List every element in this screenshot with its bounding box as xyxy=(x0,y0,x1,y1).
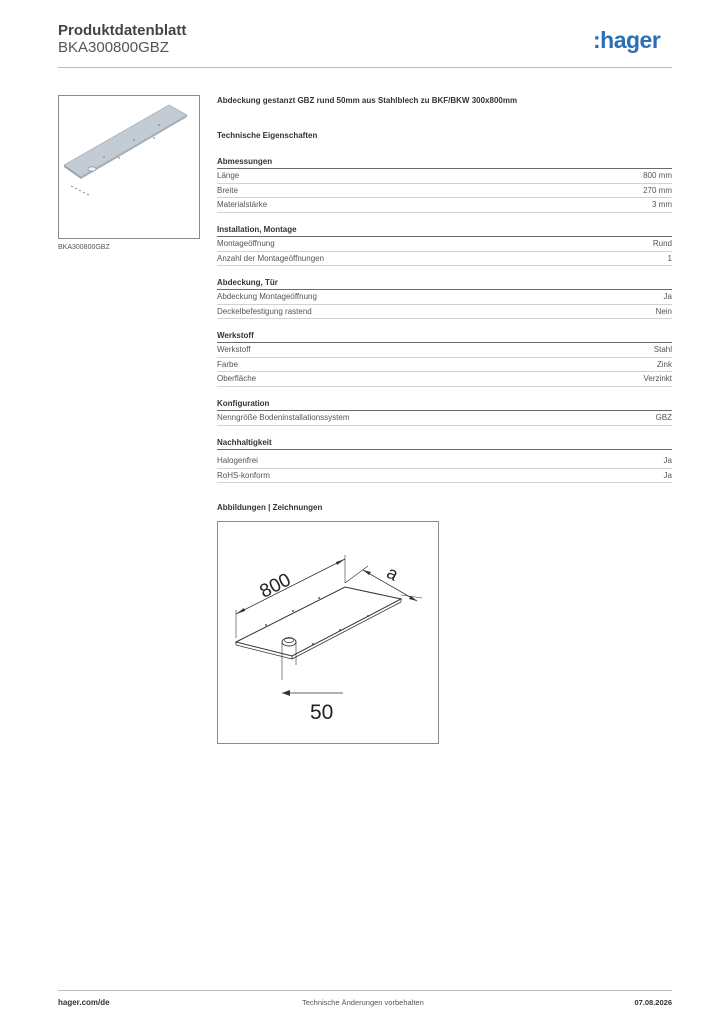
section-title: Nachhaltigkeit xyxy=(217,436,672,450)
section-title: Konfiguration xyxy=(217,397,672,411)
dimension-label-length: 800 xyxy=(256,569,295,603)
table-row: Materialstärke 3 mm xyxy=(217,198,672,213)
table-row: Nenngröße Bodeninstallationssystem GBZ xyxy=(217,411,672,426)
dimension-label-width: a xyxy=(383,562,402,585)
product-image xyxy=(58,95,200,239)
page-title: Produktdatenblatt xyxy=(58,22,187,39)
table-row: Montageöffnung Rund xyxy=(217,237,672,252)
product-code: BKA300800GBZ xyxy=(58,39,169,56)
technical-drawing xyxy=(217,521,439,744)
section-cover-door xyxy=(217,276,672,319)
section-title: Werkstoff xyxy=(217,329,672,343)
section-title: Abdeckung, Tür xyxy=(217,276,672,290)
cover-plate-illustration xyxy=(59,96,199,238)
table-row: RoHS-konform Ja xyxy=(217,469,672,484)
drawings-title: Abbildungen | Zeichnungen xyxy=(217,503,323,512)
table-row: Länge 800 mm xyxy=(217,169,672,184)
footer-divider xyxy=(58,990,672,991)
dimension-drawing xyxy=(218,522,438,743)
section-title: Abmessungen xyxy=(217,155,672,169)
section-title: Installation, Montage xyxy=(217,223,672,237)
section-sustainability xyxy=(217,436,672,483)
footer-website-link[interactable]: hager.com/de xyxy=(58,998,110,1007)
section-material xyxy=(217,329,672,387)
dimension-label-hole: 50 xyxy=(310,701,334,724)
table-row: Deckelbefestigung rastend Nein xyxy=(217,305,672,320)
tech-properties-title: Technische Eigenschaften xyxy=(217,131,318,140)
section-configuration xyxy=(217,397,672,426)
footer-notice: Technische Änderungen vorbehalten xyxy=(302,998,424,1007)
footer-date: 07.08.2026 xyxy=(634,998,672,1007)
hager-logo: :hager xyxy=(593,27,661,53)
table-row: Werkstoff Stahl xyxy=(217,343,672,358)
product-description: Abdeckung gestanzt GBZ rund 50mm aus Stahlblech zu BKF/BKW 300x800mm xyxy=(217,96,518,105)
table-row: Farbe Zink xyxy=(217,358,672,373)
section-dimensions xyxy=(217,155,672,213)
table-row: Oberfläche Verzinkt xyxy=(217,372,672,387)
table-row: Abdeckung Montageöffnung Ja xyxy=(217,290,672,305)
section-installation xyxy=(217,223,672,266)
product-image-caption: BKA300800GBZ xyxy=(58,244,110,251)
table-row: Anzahl der Montageöffnungen 1 xyxy=(217,252,672,267)
table-row: Halogenfrei Ja xyxy=(217,454,672,469)
table-row: Breite 270 mm xyxy=(217,184,672,199)
header-divider xyxy=(58,67,672,68)
